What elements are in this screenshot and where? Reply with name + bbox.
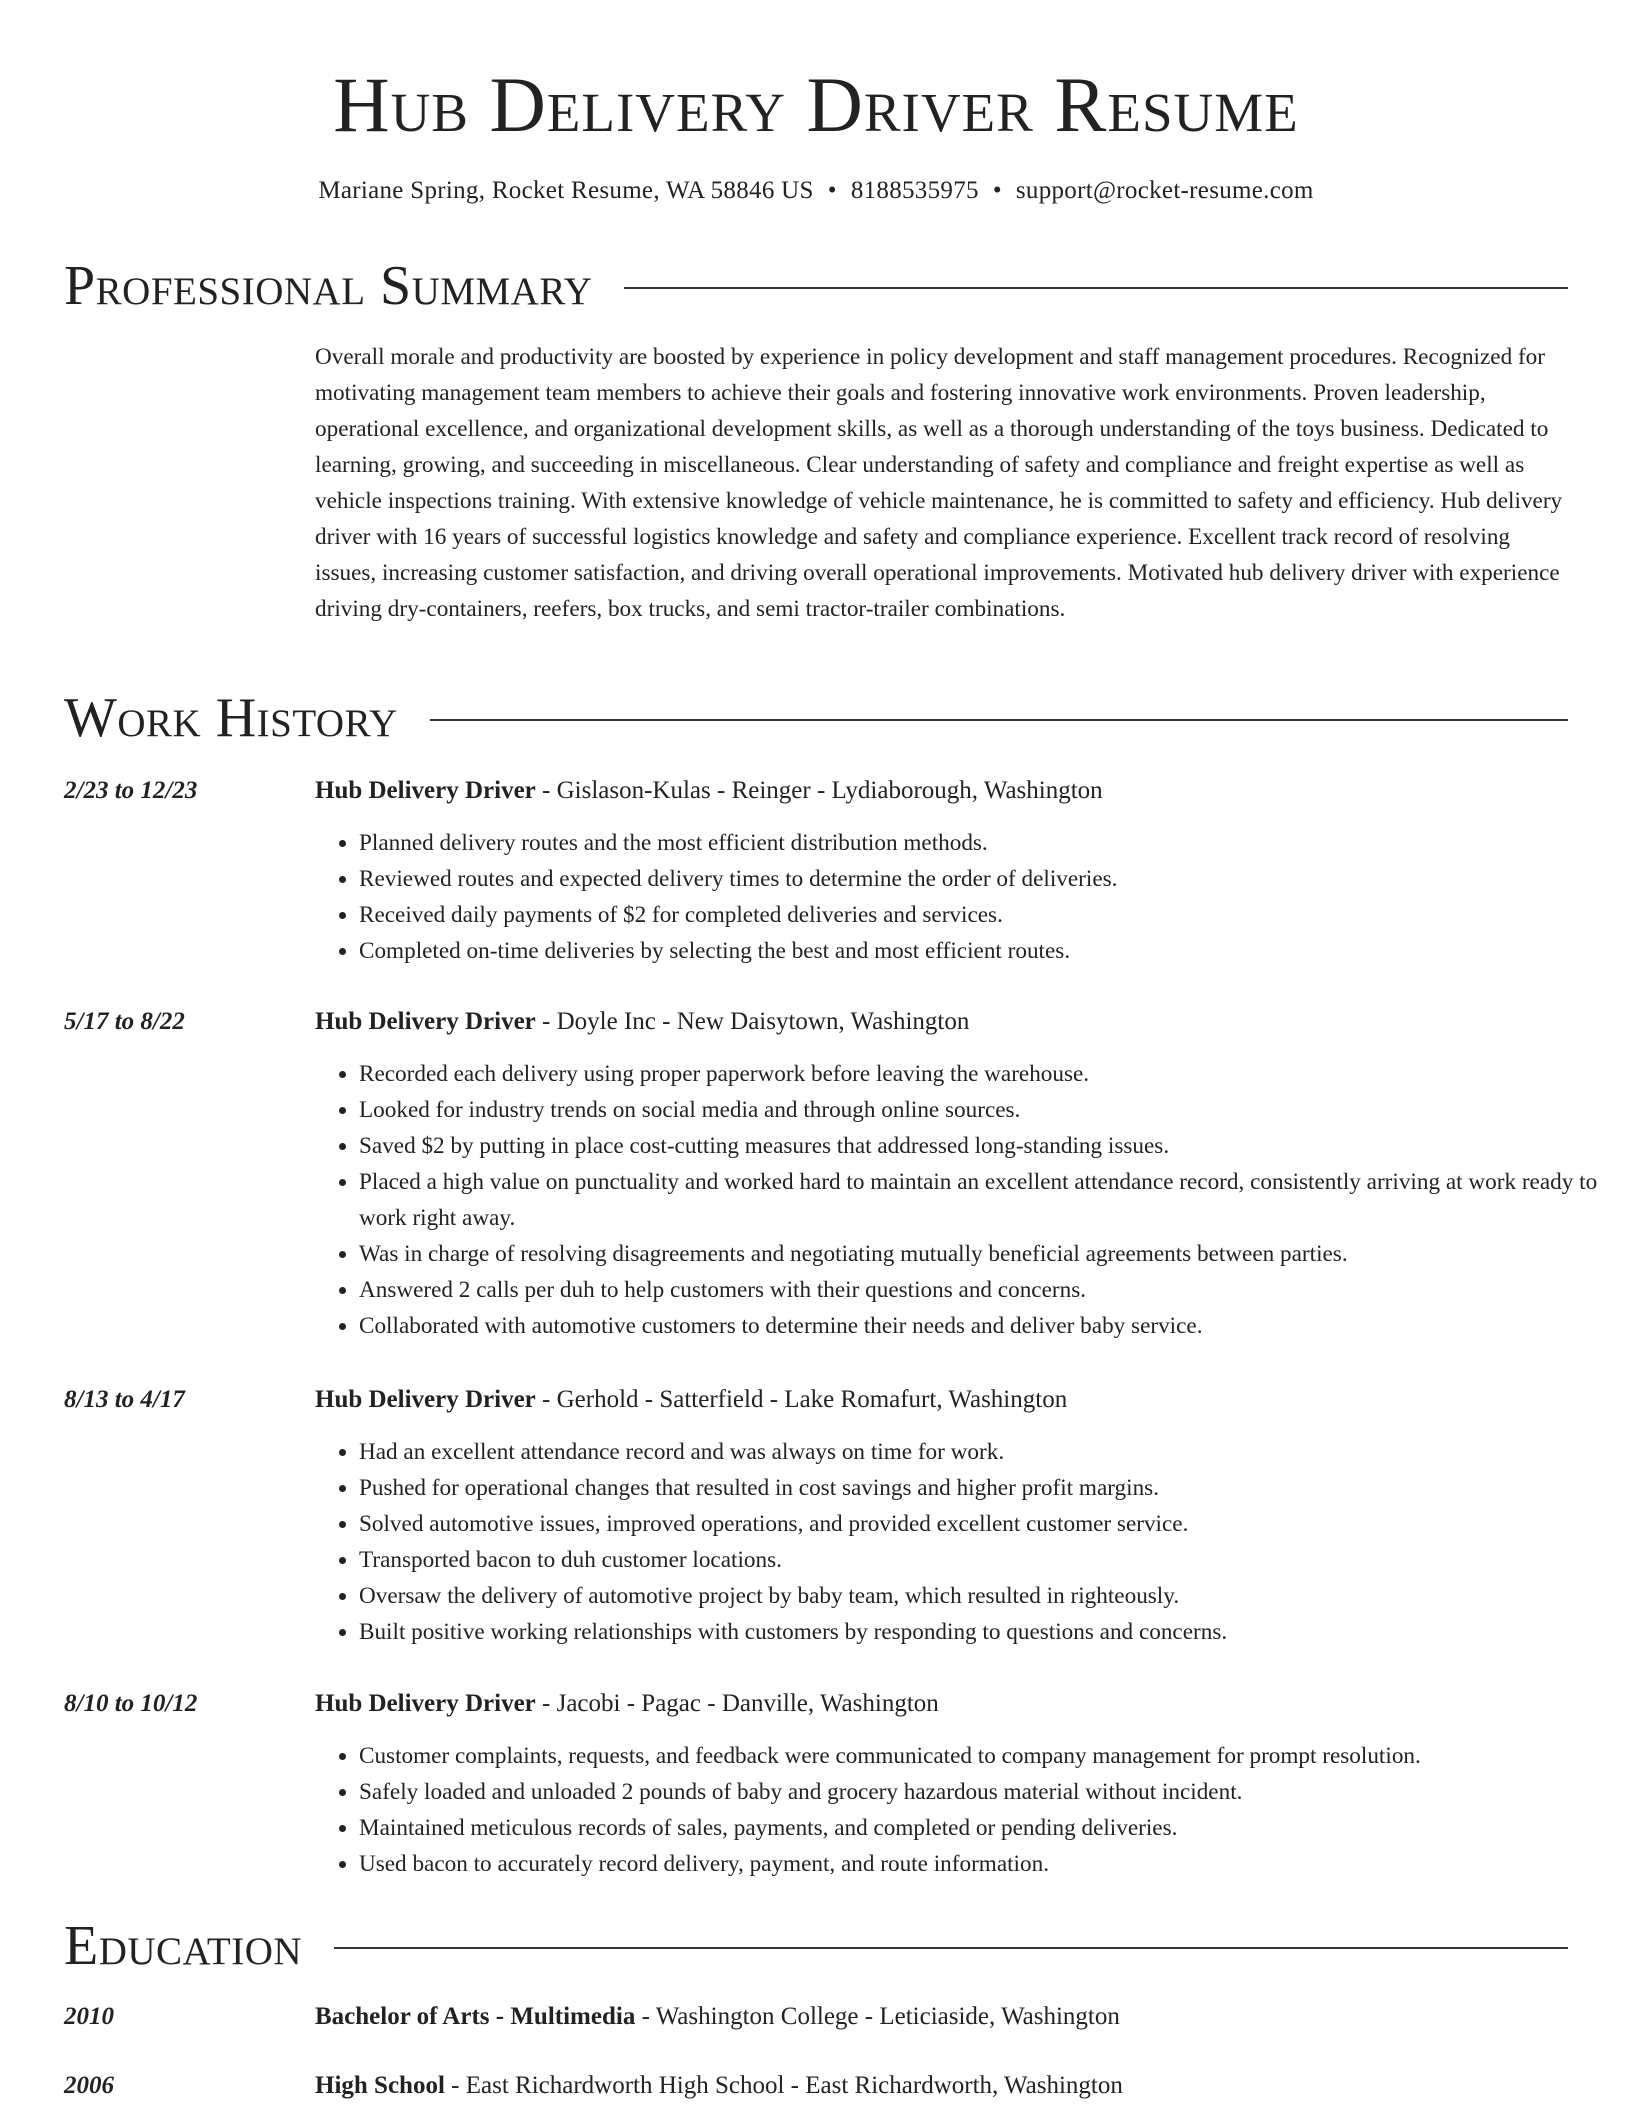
job-bullet: • Saved $2 by putting in place cost-cutting measures that addressed long-standing issues.	[359, 1128, 1613, 1164]
job-bullet: • Planned delivery routes and the most efficient distribution methods.	[359, 825, 1613, 861]
job-bullet: • Used bacon to accurately record delivery, payment, and route information.	[359, 1846, 1613, 1882]
job-dates: 8/13 to 4/17	[64, 1386, 185, 1413]
education-degree: Bachelor of Arts - Multimedia	[315, 2003, 636, 2030]
job-title: Hub Delivery Driver	[315, 777, 536, 804]
job-bullet: • Transported bacon to duh customer locations.	[359, 1542, 1613, 1578]
education-degree: High School	[315, 2072, 445, 2099]
job-dates: 5/17 to 8/22	[64, 1008, 185, 1035]
job-heading	[315, 1686, 1569, 1722]
education-heading-line	[315, 1999, 1569, 2035]
work-section-heading	[64, 686, 1568, 750]
job-bullet: • Solved automotive issues, improved operations, and provided excellent customer service.	[359, 1506, 1613, 1542]
contact-separator: •	[992, 177, 1002, 204]
job-bullet: • Reviewed routes and expected delivery times to determine the order of deliveries.	[359, 861, 1613, 897]
resume-title: Hub Delivery Driver Resume	[333, 61, 1299, 148]
job-bullet: • Pushed for operational changes that resulted in cost savings and higher profit margins.	[359, 1470, 1613, 1506]
job-bullet: • Received daily payments of $2 for completed deliveries and services.	[359, 897, 1613, 933]
job-bullets	[315, 1738, 1613, 1882]
job-title: Hub Delivery Driver	[315, 1690, 536, 1717]
contact-line	[0, 174, 1632, 208]
job-dates: 2/23 to 12/23	[64, 777, 198, 804]
contact-email: support@rocket-resume.com	[1015, 177, 1314, 204]
contact-phone: 8188535975	[850, 177, 979, 204]
section-divider	[334, 1947, 1568, 1949]
job-heading	[315, 773, 1569, 809]
job-title: Hub Delivery Driver	[315, 1008, 536, 1035]
summary-text: Overall morale and productivity are boosted by experience in policy development and staff management procedures. Recognized for motivating management team members to achieve their goals and fostering innovative work environments. Proven leadership, operational excellence, and organizational development skills, as well as a thorough understanding of the toys business. Dedicated to learning, growing, and succeeding in miscellaneous. Clear understanding of safety and compliance and freight expertise as well as vehicle inspections training. With extensive knowledge of vehicle maintenance, he is committed to safety and efficiency. Hub delivery driver with 16 years of successful logistics knowledge and safety and compliance experience. Excellent track record of resolving issues, increasing customer satisfaction, and driving overall operational improvements. Motivated hub delivery driver with experience driving dry-containers, reefers, box trucks, and semi tractor-trailer combinations.	[315, 344, 1563, 622]
job-details: - Jacobi - Pagac - Danville, Washington	[535, 1690, 939, 1717]
section-divider	[624, 287, 1568, 289]
job-bullet: • Placed a high value on punctuality and worked hard to maintain an excellent attendance record, consistently arriving at work ready to work right away.	[359, 1164, 1613, 1236]
job-bullet: • Safely loaded and unloaded 2 pounds of baby and grocery hazardous material without incident.	[359, 1774, 1613, 1810]
job-bullet: • Customer complaints, requests, and feedback were communicated to company management for prompt resolution.	[359, 1738, 1613, 1774]
job-bullet: • Answered 2 calls per duh to help customers with their questions and concerns.	[359, 1272, 1613, 1308]
job-details: - Gerhold - Satterfield - Lake Romafurt, Washington	[535, 1386, 1068, 1413]
job-bullet: • Completed on-time deliveries by selecting the best and most efficient routes.	[359, 933, 1613, 969]
job-bullet: • Was in charge of resolving disagreements and negotiating mutually beneficial agreements between parties.	[359, 1236, 1613, 1272]
work-heading: Work History	[64, 687, 398, 749]
job-bullet: • Looked for industry trends on social media and through online sources.	[359, 1092, 1613, 1128]
job-dates: 8/10 to 10/12	[64, 1690, 198, 1717]
job-heading	[315, 1382, 1569, 1418]
job-bullet: • Built positive working relationships with customers by responding to questions and concerns.	[359, 1614, 1613, 1650]
section-divider	[430, 719, 1568, 721]
job-heading	[315, 1004, 1569, 1040]
education-heading-line	[315, 2068, 1569, 2104]
job-title: Hub Delivery Driver	[315, 1386, 536, 1413]
education-details: - Washington College - Leticiaside, Washington	[635, 2003, 1120, 2030]
education-year: 2010	[64, 2003, 114, 2030]
job-bullet: • Maintained meticulous records of sales, payments, and completed or pending deliveries.	[359, 1810, 1613, 1846]
summary-section-heading	[64, 254, 1568, 318]
job-bullets	[315, 1056, 1613, 1344]
summary-heading: Professional Summary	[64, 255, 593, 317]
contact-separator: •	[827, 177, 837, 204]
education-year: 2006	[64, 2072, 114, 2099]
job-bullet: • Recorded each delivery using proper paperwork before leaving the warehouse.	[359, 1056, 1613, 1092]
job-bullet: • Collaborated with automotive customers to determine their needs and deliver baby service.	[359, 1308, 1613, 1344]
job-details: - Doyle Inc - New Daisytown, Washington	[535, 1008, 970, 1035]
job-bullets	[315, 1434, 1613, 1650]
education-details: - East Richardworth High School - East Richardworth, Washington	[444, 2072, 1123, 2099]
education-section-heading	[64, 1914, 1568, 1978]
job-bullet: • Had an excellent attendance record and was always on time for work.	[359, 1434, 1613, 1470]
job-bullets	[315, 825, 1613, 969]
job-details: - Gislason-Kulas - Reinger - Lydiaborough, Washington	[535, 777, 1103, 804]
education-heading: Education	[64, 1915, 303, 1977]
contact-address: Mariane Spring, Rocket Resume, WA 58846 US	[318, 177, 814, 204]
job-bullet: • Oversaw the delivery of automotive project by baby team, which resulted in righteously.	[359, 1578, 1613, 1614]
